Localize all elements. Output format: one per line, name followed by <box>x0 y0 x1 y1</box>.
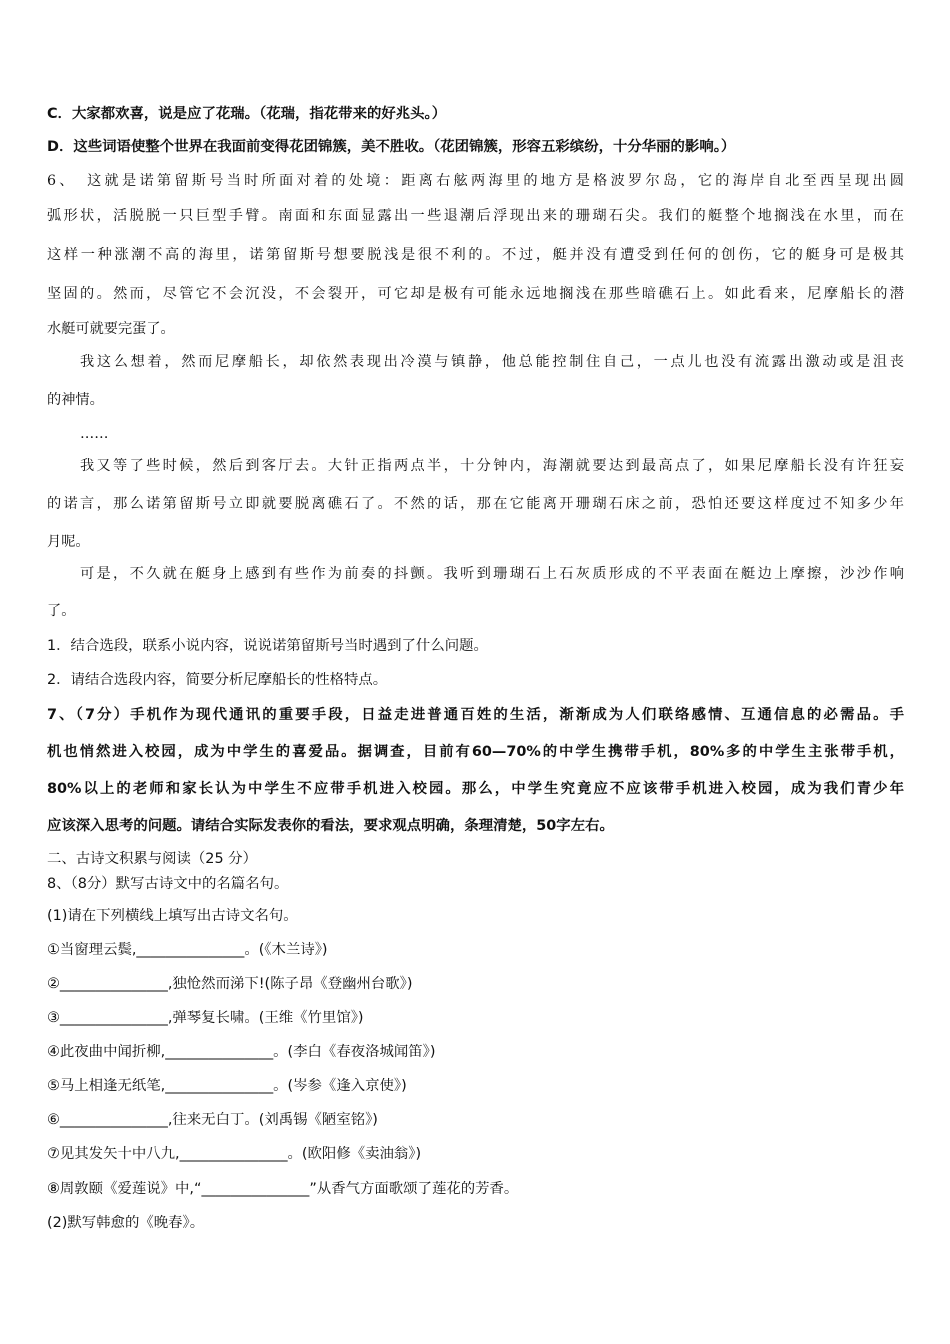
option-d: D．这些词语使整个世界在我面前变得花团锦簇，美不胜收。（花团锦簇，形容五彩缤纷，十分华丽的影响。） <box>47 139 736 155</box>
passage-line: 这样一种涨潮不高的海里，诺第留斯号想要脱浅是很不利的。不过，艇并没有遭受到任何的创伤，它的艇身可是极其 <box>47 247 904 263</box>
question-7-line: 机也悄然进入校园，成为中学生的喜爱品。据调查，目前有60—70%的中学生携带手机，80%多的中学生主张带手机， <box>47 744 904 760</box>
passage-line: 我又等了些时候，然后到客厅去。大针正指两点半，十分钟内，海潮就要达到最高点了，如果尼摩船长没有许狂妄 <box>80 458 904 474</box>
question-8-part-1: (1)请在下列横线上填写出古诗文名句。 <box>47 908 298 924</box>
passage-line: 月呢。 <box>47 534 90 550</box>
passage-line: 我这么想着，然而尼摩船长，却依然表现出冷漠与镇静，他总能控制住自己，一点儿也没有流露出激动或是沮丧 <box>80 354 904 370</box>
fill-blank-8: ⑧周敦颐《爱莲说》中,“_______________”从香气方面歌颂了莲花的芳香。 <box>47 1181 519 1197</box>
question-7-line: 7、（7分）手机作为现代通讯的重要手段，日益走进普通百姓的生活，渐渐成为人们联络感情、互通信息的必需品。手 <box>47 707 904 723</box>
passage-line: 的神情。 <box>47 392 104 408</box>
question-7-line: 应该深入思考的问题。请结合实际发表你的看法，要求观点明确，条理清楚，50字左右。 <box>47 818 614 834</box>
passage-line: 弧形状，活脱脱一只巨型手臂。南面和东面显露出一些退潮后浮现出来的珊瑚石尖。我们的艇整个地搁浅在水里，而在 <box>47 208 904 224</box>
question-8: 8、（8分）默写古诗文中的名篇名句。 <box>47 876 289 892</box>
passage-line: 的诺言，那么诺第留斯号立即就要脱离礁石了。不然的话，那在它能离开珊瑚石床之前，恐怕还要这样度过不知多少年 <box>47 496 904 512</box>
fill-blank-3: ③_______________,弹琴复长啸。(王维《竹里馆》) <box>47 1010 364 1026</box>
option-c: C．大家都欢喜，说是应了花瑞。（花瑞，指花带来的好兆头。） <box>47 106 447 122</box>
passage-line: 了。 <box>47 603 76 619</box>
question-1: 1．结合选段，联系小说内容，说说诺第留斯号当时遇到了什么问题。 <box>47 638 488 654</box>
question-8-part-2: (2)默写韩愈的《晚春》。 <box>47 1215 205 1231</box>
fill-blank-5: ⑤马上相逢无纸笔,_______________。(岑参《逢入京使》) <box>47 1078 407 1094</box>
question-7-line: 80%以上的老师和家长认为中学生不应带手机进入校园。那么，中学生究竟应不应该带手机进入校园，成为我们青少年 <box>47 781 904 797</box>
fill-blank-4: ④此夜曲中闻折柳,_______________。(李白《春夜洛城闻笛》) <box>47 1044 436 1060</box>
section-heading: 二、古诗文积累与阅读（25 分） <box>47 851 257 867</box>
fill-blank-6: ⑥_______________,往来无白丁。(刘禹锡《陋室铭》) <box>47 1112 378 1128</box>
passage-ellipsis: …… <box>80 426 109 442</box>
fill-blank-1: ①当窗理云鬓,_______________。(《木兰诗》) <box>47 942 328 958</box>
passage-line: 坚固的。然而，尽管它不会沉没，不会裂开，可它却是极有可能永远地搁浅在那些暗礁石上。如此看来，尼摩船长的潜 <box>47 286 904 302</box>
fill-blank-2: ②_______________,独怆然而涕下!(陈子昂《登幽州台歌》) <box>47 976 413 992</box>
question-2: 2．请结合选段内容，简要分析尼摩船长的性格特点。 <box>47 672 388 688</box>
fill-blank-7: ⑦见其发矢十中八九,_______________。(欧阳修《卖油翁》) <box>47 1146 422 1162</box>
passage-line: 水艇可就要完蛋了。 <box>47 321 175 337</box>
passage-line: 可是，不久就在艇身上感到有些作为前奏的抖颤。我听到珊瑚石上石灰质形成的不平表面在艇边上摩擦，沙沙作响 <box>80 566 904 582</box>
passage-line: 6、 这就是诺第留斯号当时所面对着的处境：距离右舷两海里的地方是格波罗尔岛，它的海岸自北至西呈现出圆 <box>47 173 904 189</box>
